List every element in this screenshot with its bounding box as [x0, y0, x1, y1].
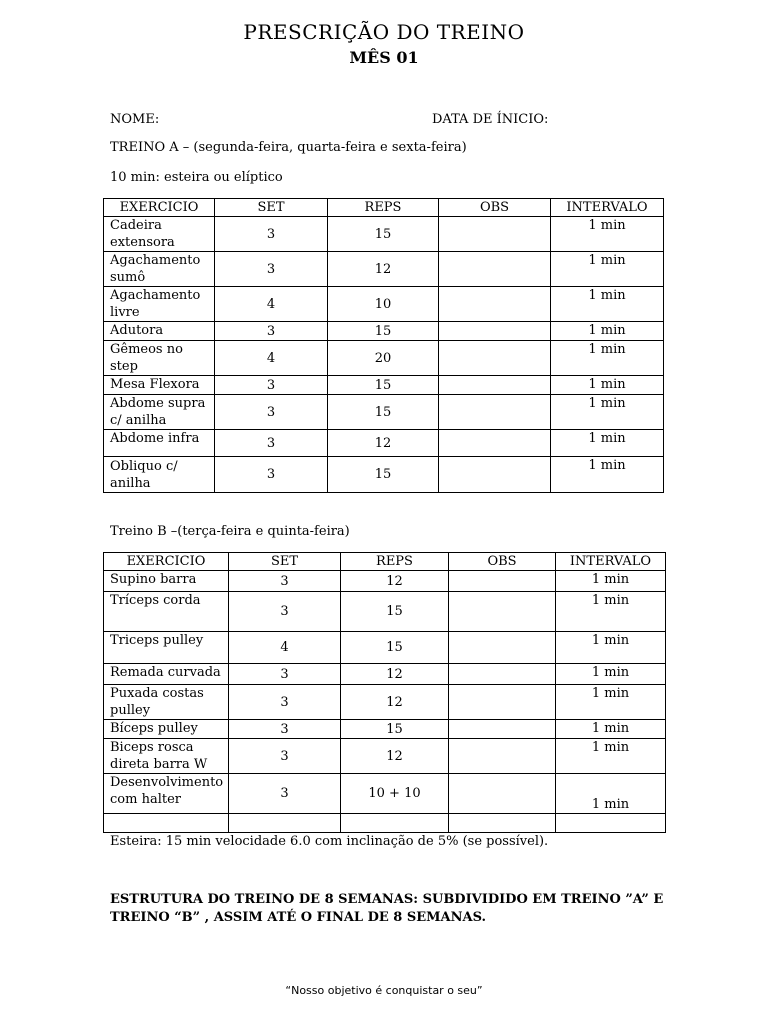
table-row [104, 430, 664, 457]
set-cell: 3 [215, 376, 328, 395]
table-row [104, 571, 666, 592]
interval-cell: 1 min [551, 252, 664, 287]
interval-cell: 1 min [556, 632, 666, 664]
interval-cell: 1 min [551, 395, 664, 430]
column-header-exercise: EXERCICIO [104, 553, 229, 571]
obs-cell [439, 376, 551, 395]
empty-cell [229, 814, 341, 833]
column-header-exercise: EXERCICIO [104, 199, 215, 217]
obs-cell [449, 774, 556, 814]
reps-cell: 10 [328, 287, 439, 322]
page-title: PRESCRIÇÃO DO TREINO [243, 20, 525, 44]
empty-cell [104, 814, 229, 833]
start-date-label: DATA DE ÍNICIO: [432, 112, 549, 127]
column-header-set: SET [215, 199, 328, 217]
exercise-cell: Cadeira extensora [104, 217, 215, 252]
exercise-cell: Obliquo c/ anilha [104, 457, 215, 493]
exercise-cell: Agachamento sumô [104, 252, 215, 287]
exercise-cell: Adutora [104, 322, 215, 341]
set-cell: 3 [229, 685, 341, 720]
set-cell: 4 [215, 287, 328, 322]
set-cell: 3 [229, 739, 341, 774]
reps-cell: 15 [328, 322, 439, 341]
table-row [104, 287, 664, 322]
interval-cell: 1 min [556, 664, 666, 685]
column-header-reps: REPS [328, 199, 439, 217]
interval-cell: 1 min [551, 341, 664, 376]
table-row [104, 217, 664, 252]
column-header-interval: INTERVALO [556, 553, 666, 571]
table-row [104, 739, 666, 774]
exercise-cell: Gêmeos no step [104, 341, 215, 376]
reps-cell: 15 [341, 632, 449, 664]
set-cell: 4 [215, 341, 328, 376]
interval-cell: 1 min [551, 287, 664, 322]
treino-a-table [103, 198, 664, 493]
interval-cell: 1 min [556, 571, 666, 592]
treino-a-heading: TREINO A – (segunda-feira, quarta-feira e sexta-feira) [110, 140, 467, 155]
set-cell: 4 [229, 632, 341, 664]
reps-cell: 15 [328, 457, 439, 493]
reps-cell: 12 [328, 252, 439, 287]
interval-cell: 1 min [551, 322, 664, 341]
empty-table-row [104, 814, 666, 833]
table-row [104, 774, 666, 814]
column-header-obs: OBS [449, 553, 556, 571]
obs-cell [449, 592, 556, 632]
exercise-cell: Remada curvada [104, 664, 229, 685]
reps-cell: 15 [328, 395, 439, 430]
table-row [104, 252, 664, 287]
structure-note-line-1: ESTRUTURA DO TREINO DE 8 SEMANAS: SUBDIVIDIDO EM TREINO ”A” E [110, 892, 664, 907]
obs-cell [439, 395, 551, 430]
structure-note-line-2: TREINO “B” , ASSIM ATÉ O FINAL DE 8 SEMANAS. [110, 910, 487, 925]
exercise-cell: Triceps pulley [104, 632, 229, 664]
reps-cell: 12 [341, 664, 449, 685]
obs-cell [439, 430, 551, 457]
footer-quote: “Nosso objetivo é conquistar o seu” [285, 984, 483, 997]
table-header-row [104, 199, 664, 217]
reps-cell: 15 [328, 217, 439, 252]
reps-cell: 20 [328, 341, 439, 376]
reps-cell: 15 [341, 592, 449, 632]
exercise-cell: Abdome supra c/ anilha [104, 395, 215, 430]
set-cell: 3 [229, 720, 341, 739]
interval-cell: 1 min [551, 430, 664, 457]
set-cell: 3 [215, 322, 328, 341]
exercise-cell: Biceps rosca direta barra W [104, 739, 229, 774]
obs-cell [439, 252, 551, 287]
interval-cell: 1 min [551, 217, 664, 252]
table-row [104, 664, 666, 685]
treino-b-table [103, 552, 666, 833]
reps-cell: 15 [341, 720, 449, 739]
obs-cell [449, 632, 556, 664]
set-cell: 3 [229, 571, 341, 592]
set-cell: 3 [215, 395, 328, 430]
page-subtitle: MÊS 01 [349, 48, 419, 67]
exercise-cell: Desenvolvimento com halter [104, 774, 229, 814]
table-row [104, 632, 666, 664]
set-cell: 3 [229, 664, 341, 685]
obs-cell [439, 322, 551, 341]
name-label: NOME: [110, 112, 160, 127]
column-header-interval: INTERVALO [551, 199, 664, 217]
exercise-cell: Bíceps pulley [104, 720, 229, 739]
exercise-cell: Tríceps corda [104, 592, 229, 632]
table-row [104, 720, 666, 739]
obs-cell [449, 571, 556, 592]
table-row [104, 376, 664, 395]
table-row [104, 457, 664, 493]
set-cell: 3 [215, 430, 328, 457]
column-header-obs: OBS [439, 199, 551, 217]
obs-cell [439, 217, 551, 252]
table-row [104, 685, 666, 720]
set-cell: 3 [229, 774, 341, 814]
set-cell: 3 [215, 457, 328, 493]
set-cell: 3 [215, 217, 328, 252]
obs-cell [449, 664, 556, 685]
obs-cell [439, 287, 551, 322]
treino-b-heading: Treino B –(terça-feira e quinta-feira) [110, 524, 350, 539]
table-row [104, 341, 664, 376]
obs-cell [449, 685, 556, 720]
obs-cell [449, 720, 556, 739]
obs-cell [449, 739, 556, 774]
exercise-cell: Agachamento livre [104, 287, 215, 322]
reps-cell: 12 [341, 571, 449, 592]
reps-cell: 10 + 10 [341, 774, 449, 814]
interval-cell: 1 min [556, 685, 666, 720]
exercise-cell: Abdome infra [104, 430, 215, 457]
interval-cell: 1 min [551, 457, 664, 493]
reps-cell: 12 [328, 430, 439, 457]
reps-cell: 12 [341, 685, 449, 720]
exercise-cell: Supino barra [104, 571, 229, 592]
interval-cell: 1 min [556, 739, 666, 774]
table-row [104, 592, 666, 632]
interval-cell: 1 min [556, 720, 666, 739]
set-cell: 3 [229, 592, 341, 632]
obs-cell [439, 457, 551, 493]
obs-cell [439, 341, 551, 376]
treino-a-warmup: 10 min: esteira ou elíptico [110, 170, 283, 185]
reps-cell: 12 [341, 739, 449, 774]
exercise-cell: Puxada costas pulley [104, 685, 229, 720]
column-header-reps: REPS [341, 553, 449, 571]
empty-cell [341, 814, 449, 833]
interval-cell: 1 min [556, 774, 666, 814]
empty-cell [556, 814, 666, 833]
set-cell: 3 [215, 252, 328, 287]
table-header-row [104, 553, 666, 571]
exercise-cell: Mesa Flexora [104, 376, 215, 395]
column-header-set: SET [229, 553, 341, 571]
table-row [104, 395, 664, 430]
interval-cell: 1 min [556, 592, 666, 632]
empty-cell [449, 814, 556, 833]
reps-cell: 15 [328, 376, 439, 395]
cardio-note: Esteira: 15 min velocidade 6.0 com inclinação de 5% (se possível). [110, 834, 549, 849]
interval-cell: 1 min [551, 376, 664, 395]
table-row [104, 322, 664, 341]
